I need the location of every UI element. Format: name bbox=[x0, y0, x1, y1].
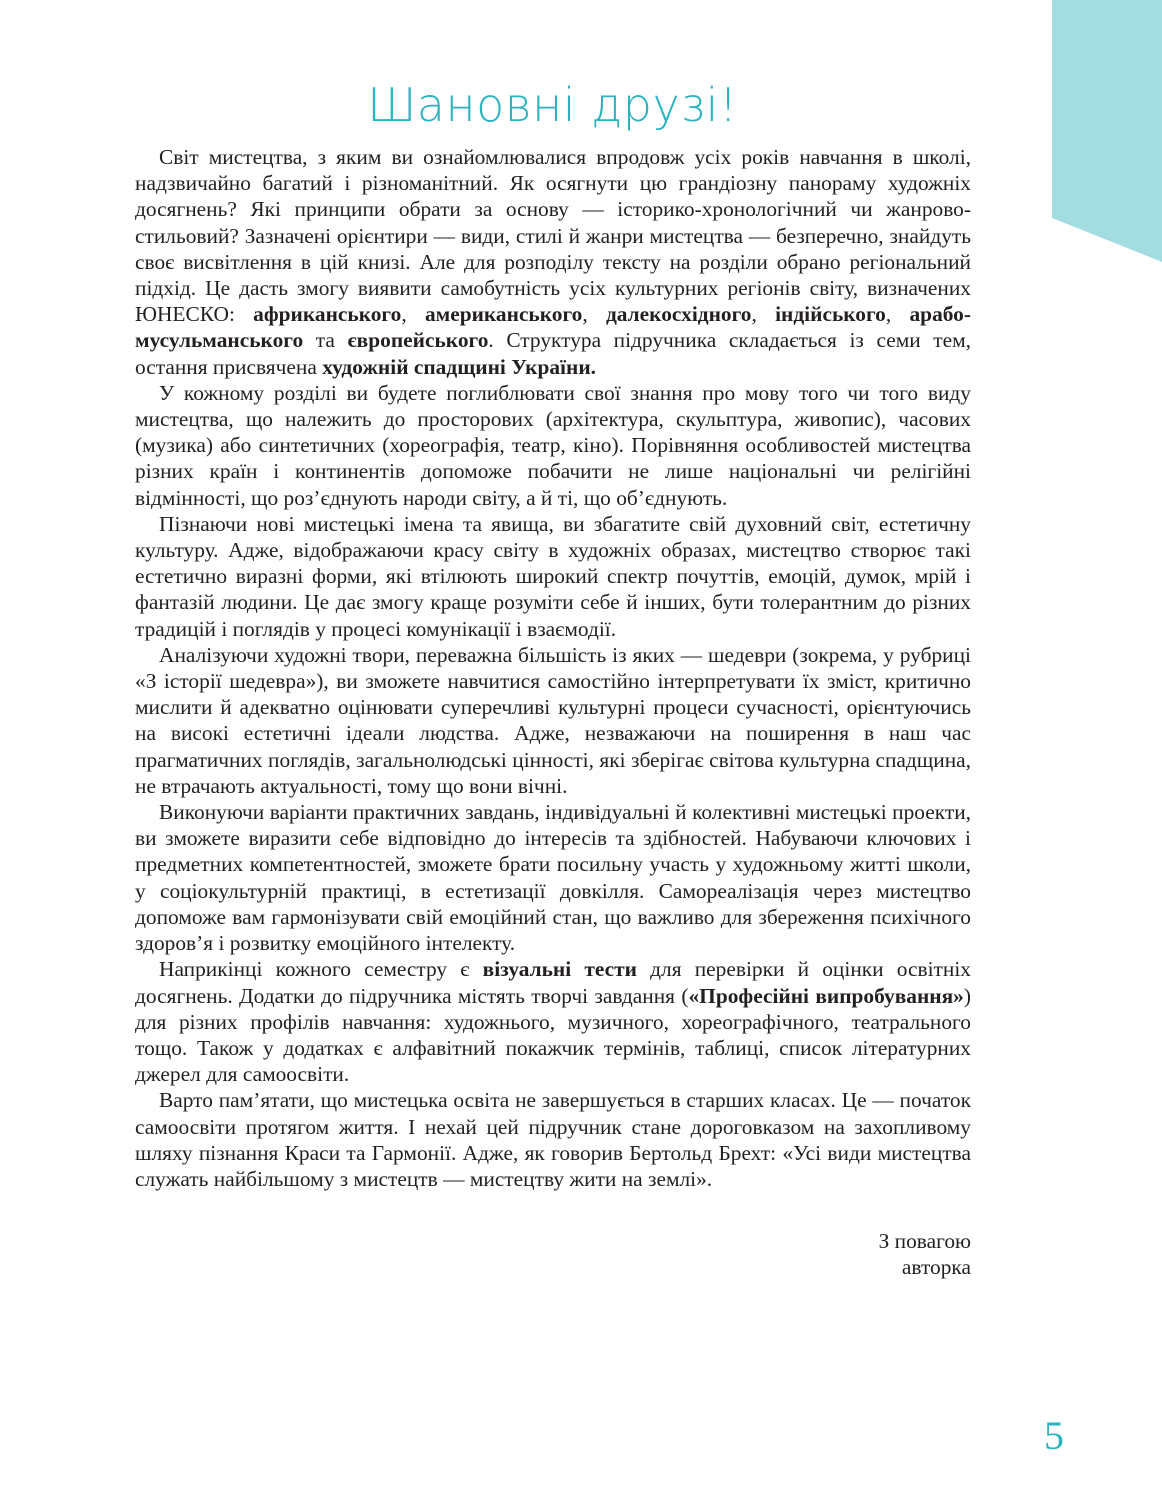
text-run: Виконуючи варіанти практичних завдань, індивідуальні й колективні мистецькі проекти, ви зможете виразити себе відповідно до інтересів та здібностей. Набуваючи ключових і предметних компетентностей, зможете брати посильну участь у художньому житті школи, у соціокультурній практиці, в естетизації довкілля. Самореалізація через мистецтво допоможе вам гармонізувати свій емоційний стан, що важливо для збереження психічного здоров’я і розвитку емоційного інтелекту. bbox=[135, 800, 971, 956]
paragraph-2 bbox=[135, 380, 971, 511]
text-run: . Структура підручника складається із семи тем, остання присвячена bbox=[135, 328, 971, 379]
paragraph-1 bbox=[135, 144, 971, 380]
bold-text: африканського bbox=[253, 302, 402, 327]
body-text bbox=[135, 144, 971, 1192]
signature bbox=[879, 1228, 971, 1280]
paragraph-5 bbox=[135, 799, 971, 956]
text-run: Наприкінці кожного семестру є bbox=[159, 957, 483, 982]
text-run: , bbox=[885, 302, 910, 327]
bold-text: далекосхідного bbox=[605, 302, 752, 327]
bold-text: художній спадщині України. bbox=[322, 354, 596, 379]
text-run: та bbox=[303, 328, 348, 353]
bold-text: «Професійні випробування» bbox=[688, 983, 964, 1008]
text-run: , bbox=[401, 302, 425, 327]
text-run: ) для різних профілів навчання: художнього, музичного, хореографічного, театрального тощо. Також у додатках є алфавітний покажчик термінів, таблиці, список літературних джерел для самоосвіти. bbox=[135, 983, 971, 1087]
text-run: , bbox=[582, 302, 606, 327]
bold-text: індійського bbox=[775, 302, 886, 327]
text-run: Аналізуючи художні твори, переважна більшість із яких — шедеври (зокрема, у рубриці «З історії шедевра»), ви зможете навчитися самостійно інтерпретувати їх зміст, критично мислити й адекватно оцінювати суперечливі культурні процеси сучасності, орієнтуючись на високі естетичні ідеали людства. Адже, незважаючи на поширення в наш час прагматичних поглядів, загальнолюдські цінності, які зберігає світова культурна спадщина, не втрачають актуальності, тому що вони вічні. bbox=[135, 642, 971, 798]
page-number: 5 bbox=[1044, 1413, 1064, 1458]
text-run: для перевірки й оцінки освітніх досягнень. Додатки до підручника містять творчі завдання ( bbox=[135, 957, 971, 1008]
text-run: Варто пам’ятати, що мистецька освіта не завершується в старших класах. Це — початок самоосвіти протягом життя. І нехай цей підручник стане дороговказом на захопливому шляху пізнання Краси та Гармонії. Адже, як говорив Бертольд Брехт: «Усі види мистецтва служать найбільшому з мистецтв — мистецтву жити на землі». bbox=[135, 1088, 971, 1191]
page-title: Шановні друзі! bbox=[367, 78, 738, 132]
signature-author: авторка bbox=[901, 1255, 971, 1280]
text-run: Пізнаючи нові мистецькі імена та явища, ви збагатите свій духовний світ, естетичну культуру. Адже, відображаючи красу світу в художніх образах, мистецтво створює такі естетично виразні форми, які втілюють широкий спектр почуттів, емоцій, думок, мрій і фантазій людини. Це дає змогу краще розуміти себе й інших, бути толерантним до різних традицій і поглядів у процесі комунікації і взаємодії. bbox=[135, 511, 971, 641]
paragraph-3 bbox=[135, 511, 971, 642]
bold-text: європейського bbox=[347, 328, 489, 353]
paragraph-4 bbox=[135, 642, 971, 799]
text-run: , bbox=[751, 302, 776, 327]
text-run: У кожному розділі ви будете поглиблювати свої знання про мову того чи того виду мистецтва, що належить до просторових (архітектура, скульптура, живопис), часових (музика) або синтетичних (хореографія, театр, кіно). Порівняння особливостей мистецтва різних країн і континентів допоможе побачити не лише національні чи релігійні відмінності, що роз’єднують народи світу, а й ті, що об’єднують. bbox=[135, 380, 971, 510]
paragraph-7 bbox=[135, 1087, 971, 1192]
bold-text: американського bbox=[424, 302, 583, 327]
text-run: Світ мистецтва, з яким ви ознайомлювалися впродовж усіх років навчання в школі, надзвичайно багатий і різноманітний. Як осягнути цю грандіозну панораму художніх досягнень? Які принципи обрати за основу — історико-хронологічний чи жанрово-стильовий? Зазначені орієнтири — види, стилі й жанри мистецтва — безперечно, знайдуть своє висвітлення в цій книзі. Але для розподілу тексту на розділи обрано регіональний підхід. Це дасть змогу виявити самобутність усіх культурних регіонів світу, визначених ЮНЕСКО: bbox=[135, 145, 971, 327]
paragraph-6 bbox=[135, 956, 971, 1087]
bold-text: візуальні тести bbox=[482, 957, 637, 982]
signature-greeting: З повагою bbox=[878, 1229, 971, 1253]
bold-text: арабо-мусульманського bbox=[135, 302, 972, 353]
